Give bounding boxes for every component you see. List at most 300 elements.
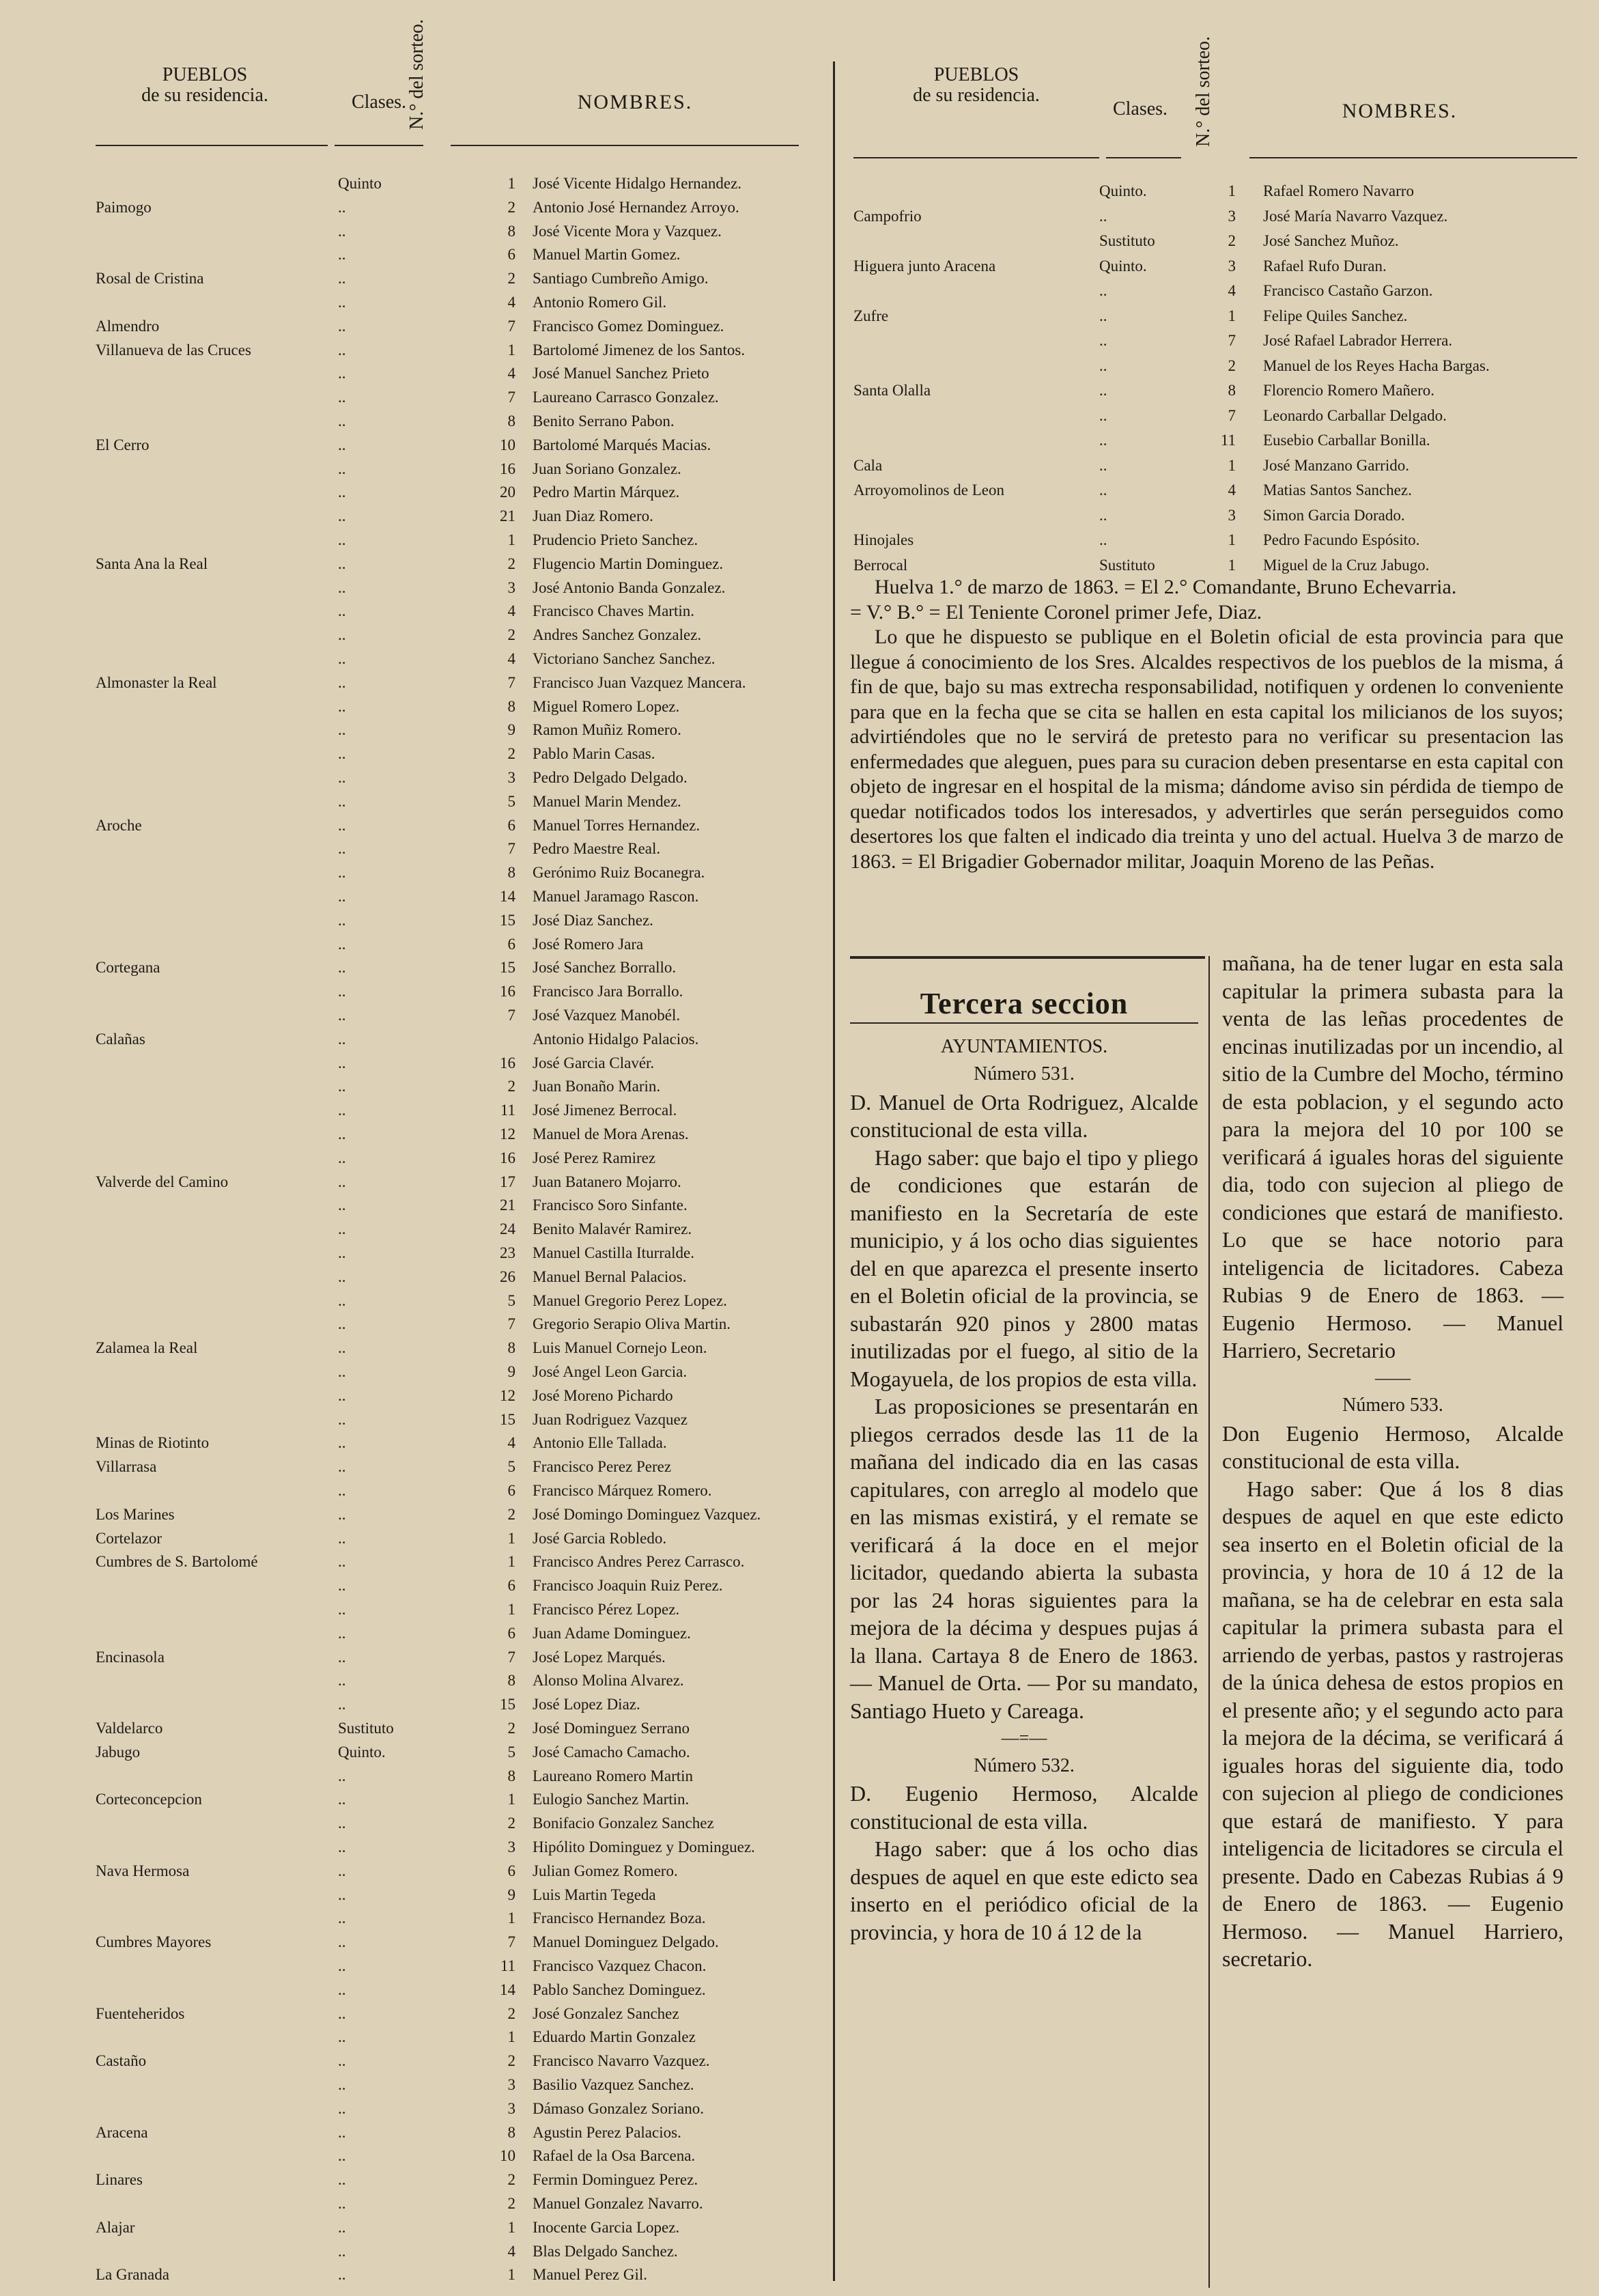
name-cell: José Romero Jara: [533, 935, 644, 953]
table-row: [853, 553, 1577, 578]
clase-cell: ..: [338, 792, 346, 810]
clase-cell: ..: [1099, 456, 1107, 474]
name-cell: José Sanchez Borrallo.: [533, 959, 677, 977]
table-row: [96, 861, 819, 885]
clase-cell: ..: [338, 2004, 346, 2022]
table-row: [96, 172, 819, 196]
clase-cell: ..: [338, 2242, 346, 2260]
table-row: [96, 1171, 819, 1194]
left-header-rule-3: [451, 145, 799, 146]
name-cell: Benito Malavér Ramirez.: [533, 1220, 692, 1238]
table-row: [96, 1527, 819, 1551]
name-cell: José Gonzalez Sanchez: [533, 2004, 679, 2022]
sorteo-number-cell: 3: [507, 2076, 515, 2093]
name-cell: José Moreno Pichardo: [533, 1386, 673, 1404]
sorteo-number-cell: 1: [507, 341, 515, 359]
table-row: [96, 2192, 819, 2216]
clase-cell: ..: [338, 1577, 346, 1595]
table-row: [96, 196, 819, 220]
clase-cell: ..: [338, 911, 346, 929]
column-separator-rule: [833, 61, 835, 2281]
clase-cell: ..: [338, 1125, 346, 1143]
sorteo-number-cell: 6: [507, 246, 515, 264]
clase-cell: ..: [338, 2147, 346, 2165]
table-row: [96, 1075, 819, 1099]
town-cell: Almendro: [96, 317, 160, 335]
clase-cell: ..: [338, 555, 346, 572]
clase-cell: Sustituto: [1099, 556, 1155, 574]
clase-cell: ..: [338, 578, 346, 596]
clase-cell: ..: [338, 294, 346, 311]
clase-cell: Sustituto: [1099, 232, 1155, 249]
table-row: [853, 378, 1577, 404]
town-cell: Berrocal: [853, 556, 908, 574]
town-cell: Cortelazor: [96, 1529, 162, 1547]
table-row: [96, 315, 819, 339]
right-header-rule-2: [1106, 157, 1181, 158]
table-row: [96, 1574, 819, 1598]
town-cell: El Cerro: [96, 436, 150, 453]
table-row: [96, 1503, 819, 1527]
name-cell: Pedro Delgado Delgado.: [533, 769, 688, 786]
name-cell: Laureano Romero Martin: [533, 1767, 694, 1784]
sorteo-number-cell: 6: [507, 816, 515, 834]
sorteo-number-cell: 2: [507, 1505, 515, 1523]
name-cell: Santiago Cumbreño Amigo.: [533, 270, 709, 288]
sorteo-number-cell: 3: [1228, 207, 1236, 225]
clase-cell: ..: [338, 198, 346, 216]
table-row: [96, 1384, 819, 1408]
name-cell: Agustin Perez Palacios.: [533, 2123, 681, 2141]
table-row: [96, 671, 819, 695]
clase-cell: ..: [338, 1410, 346, 1428]
clase-cell: ..: [338, 1054, 346, 1072]
sorteo-number-cell: 9: [507, 1886, 515, 1903]
sorteo-number-cell: 8: [507, 1339, 515, 1357]
sorteo-number-cell: 8: [507, 1672, 515, 1690]
sorteo-number-cell: 2: [507, 626, 515, 644]
clase-cell: ..: [338, 1553, 346, 1571]
town-cell: La Granada: [96, 2266, 169, 2284]
name-cell: Julian Gomez Romero.: [533, 1862, 678, 1879]
left-header-clases: Clases.: [351, 92, 407, 113]
sorteo-number-cell: 5: [507, 1291, 515, 1309]
number-532-paragraph-1: Hago saber: que á los ocho dias despues de aquel en que este edicto sea inserto en el periódico oficial de la provincia, y hora de 10 á 12 de la: [850, 1836, 1198, 1944]
table-row: [853, 179, 1577, 204]
name-cell: José Angel Leon Garcia.: [533, 1363, 688, 1380]
clase-cell: ..: [338, 1173, 346, 1190]
name-cell: Francisco Pérez Lopez.: [533, 1601, 680, 1618]
table-row: [96, 695, 819, 719]
number-531-heading: D. Manuel de Orta Rodriguez, Alcalde constitucional de esta villa.: [850, 1089, 1198, 1142]
clase-cell: ..: [338, 1434, 346, 1452]
clase-cell: ..: [338, 389, 346, 406]
sorteo-number-cell: 8: [507, 1767, 515, 1784]
clase-cell: ..: [338, 1386, 346, 1404]
table-row: [96, 1788, 819, 1812]
clase-cell: ..: [338, 626, 346, 644]
name-cell: Florencio Romero Mañero.: [1263, 382, 1435, 399]
name-cell: Alonso Molina Alvarez.: [533, 1672, 684, 1690]
number-532-heading: D. Eugenio Hermoso, Alcalde constitucional de esta villa.: [850, 1781, 1198, 1834]
town-cell: Zalamea la Real: [96, 1339, 198, 1357]
name-cell: Antonio José Hernandez Arroyo.: [533, 198, 739, 216]
table-row: [853, 304, 1577, 329]
sorteo-number-cell: 1: [1228, 307, 1236, 324]
table-row: [96, 2002, 819, 2026]
section-column-2: [850, 987, 1198, 1946]
sorteo-number-cell: 7: [507, 389, 515, 406]
clase-cell: ..: [338, 317, 346, 335]
right-header-sorteo: N.° del sorteo.: [1193, 36, 1214, 147]
name-cell: Gerónimo Ruiz Bocanegra.: [533, 864, 705, 882]
table-row: [96, 1717, 819, 1741]
sorteo-number-cell: 1: [1228, 456, 1236, 474]
table-row: [96, 2144, 819, 2168]
table-row: [853, 204, 1577, 229]
table-row: [96, 837, 819, 861]
name-cell: Rafael de la Osa Barcena.: [533, 2147, 696, 2165]
header-residencia-text: de su residencia.: [141, 85, 268, 106]
name-cell: Laureano Carrasco Gonzalez.: [533, 389, 719, 406]
sorteo-number-cell: 5: [507, 792, 515, 810]
clase-cell: ..: [338, 864, 346, 882]
table-row: [853, 503, 1577, 529]
table-row: [96, 766, 819, 790]
town-cell: Calañas: [96, 1030, 145, 1048]
table-row: [96, 267, 819, 291]
table-row: [96, 2049, 819, 2073]
clase-cell: ..: [338, 412, 346, 430]
clase-cell: ..: [338, 959, 346, 977]
table-row: [853, 404, 1577, 429]
number-533-paragraph-1: Hago saber: Que á los 8 dias despues de aquel en que este edicto sea inserto en el Boletin oficial de la provincia, y hora de 10 á 12 de la mañana, se ha de celebrar en esta sala capitular la primera subasta para el arriendo de yerbas, pastos y rastrojeras de la única dehesa de estos propios en el presente año; y el segundo acto para la mejora de la décima, se verificará á iguales horas del siguiente dia, todo con sujecion al pliego de condiciones que estará de manifiesto. Y para inteligencia de licitadores se circula el presente. Dado en Cabezas Rubias á 9 de Enero de 1863. — Eugenio Hermoso. — Manuel Harriero, secretario.: [1222, 1476, 1563, 1971]
column-3-paragraph-1: mañana, ha de tener lugar en esta sala capitular la primera subasta para la venta de las leñas procedentes de encinas inutilizadas por un incendio, al sitio de la Cumbre del Mocho, término de esta poblacion, y el segundo acto para la mejora del 10 por 100 se verificará á iguales horas del siguiente dia, todo con sujecion al pliego de condiciones que estará de manifiesto. Lo que se hace notorio para inteligencia de licitadores. Cabeza Rubias 9 de Enero de 1863. — Eugenio Hermoso. — Manuel Harriero, Secretario: [1222, 951, 1563, 1362]
name-cell: José Dominguez Serrano: [533, 1720, 690, 1737]
name-cell: Rafael Romero Navarro: [1263, 182, 1414, 199]
clase-cell: ..: [338, 1458, 346, 1476]
sorteo-number-cell: 11: [1220, 432, 1236, 449]
name-cell: Victoriano Sanchez Sanchez.: [533, 650, 716, 667]
table-row: [853, 528, 1577, 553]
sorteo-number-cell: 3: [507, 2099, 515, 2117]
sorteo-number-cell: 8: [507, 222, 515, 240]
table-row: [96, 291, 819, 315]
clase-cell: ..: [338, 460, 346, 477]
name-cell: Manuel Marin Mendez.: [533, 792, 681, 810]
name-cell: Manuel Gonzalez Navarro.: [533, 2195, 703, 2212]
section-top-rule: [850, 956, 1205, 959]
clase-cell: ..: [338, 769, 346, 786]
clase-cell: ..: [338, 2123, 346, 2141]
sorteo-number-cell: 1: [507, 1553, 515, 1571]
table-row: [96, 1884, 819, 1907]
sorteo-number-cell: 1: [507, 531, 515, 548]
table-row: [96, 1147, 819, 1171]
sorteo-number-cell: 15: [500, 1696, 515, 1713]
sorteo-number-cell: 8: [507, 697, 515, 715]
clase-cell: ..: [338, 1886, 346, 1903]
sorteo-number-cell: 4: [507, 365, 515, 382]
sorteo-number-cell: 2: [507, 1720, 515, 1737]
town-cell: Encinasola: [96, 1648, 165, 1666]
sorteo-number-cell: 6: [507, 1577, 515, 1595]
name-cell: Dámaso Gonzalez Soriano.: [533, 2099, 705, 2117]
sorteo-number-cell: 2: [507, 2004, 515, 2022]
clase-cell: ..: [338, 1315, 346, 1333]
name-cell: Miguel Romero Lopez.: [533, 697, 680, 715]
name-cell: Flugencio Martin Dominguez.: [533, 555, 724, 572]
sorteo-number-cell: 3: [507, 578, 515, 596]
sorteo-number-cell: 1: [1228, 182, 1236, 199]
clase-cell: ..: [338, 1980, 346, 1998]
sorteo-number-cell: 9: [507, 721, 515, 739]
sorteo-number-cell: 15: [500, 1410, 515, 1428]
table-row: [96, 339, 819, 363]
clase-cell: ..: [1099, 356, 1107, 374]
sorteo-number-cell: 3: [507, 769, 515, 786]
table-row: [96, 1646, 819, 1670]
sorteo-number-cell: 1: [1228, 556, 1236, 574]
section-subtitle: AYUNTAMIENTOS.: [940, 1035, 1108, 1057]
name-cell: Eduardo Martin Gonzalez: [533, 2028, 696, 2046]
sorteo-number-cell: 7: [507, 1648, 515, 1666]
town-cell: Cortegana: [96, 959, 160, 977]
decree-line-1: Huelva 1.° de marzo de 1863. = El 2.° Comandante, Bruno Echevarria.: [875, 576, 1457, 598]
right-header-nombres: NOMBRES.: [1342, 100, 1458, 122]
name-cell: José Sanchez Muñoz.: [1263, 232, 1399, 249]
number-531-label: Número 531.: [974, 1063, 1075, 1084]
sorteo-number-cell: 6: [507, 1482, 515, 1499]
sorteo-number-cell: 7: [507, 1007, 515, 1024]
table-row: [96, 980, 819, 1004]
table-row: [853, 478, 1577, 503]
name-cell: Eulogio Sanchez Martin.: [533, 1791, 690, 1808]
town-cell: Arroyomolinos de Leon: [853, 481, 1005, 499]
table-row: [96, 1218, 819, 1242]
table-row: [96, 410, 819, 434]
sorteo-number-cell: 15: [500, 911, 515, 929]
name-cell: Bonifacio Gonzalez Sanchez: [533, 1815, 714, 1832]
name-cell: Manuel Castilla Iturralde.: [533, 1244, 694, 1261]
name-cell: Antonio Romero Gil.: [533, 294, 667, 311]
name-cell: Manuel Perez Gil.: [533, 2266, 647, 2284]
sorteo-number-cell: 8: [1228, 382, 1236, 399]
clase-cell: ..: [338, 673, 346, 691]
sorteo-number-cell: 1: [507, 1529, 515, 1547]
table-row: [853, 279, 1577, 304]
sorteo-number-cell: 1: [507, 2218, 515, 2236]
table-row: [853, 428, 1577, 453]
divider-ornament-2: ——: [1375, 1367, 1411, 1388]
name-cell: Juan Adame Dominguez.: [533, 1624, 691, 1642]
table-row: [96, 362, 819, 386]
clase-cell: ..: [338, 1909, 346, 1927]
clase-cell: ..: [338, 1838, 346, 1856]
sorteo-number-cell: 4: [1228, 282, 1236, 299]
table-row: [96, 1812, 819, 1836]
right-header-rule-3: [1249, 157, 1577, 158]
sorteo-number-cell: 6: [507, 1862, 515, 1879]
sorteo-number-cell: 7: [507, 840, 515, 858]
table-row: [96, 529, 819, 552]
sorteo-number-cell: 11: [500, 1102, 515, 1119]
name-cell: Luis Martin Tegeda: [533, 1886, 656, 1903]
name-cell: Juan Bonaño Marin.: [533, 1078, 661, 1095]
sorteo-number-cell: 1: [507, 2028, 515, 2046]
clase-cell: ..: [338, 697, 346, 715]
name-cell: Francisco Hernandez Boza.: [533, 1909, 706, 1927]
sorteo-number-cell: 7: [507, 673, 515, 691]
name-cell: Manuel Gregorio Perez Lopez.: [533, 1291, 727, 1309]
name-cell: José Perez Ramirez: [533, 1149, 656, 1166]
section-title: Tercera seccion: [920, 987, 1129, 1020]
table-row: [96, 458, 819, 481]
sorteo-number-cell: 1: [507, 1791, 515, 1808]
name-cell: Eusebio Carballar Bonilla.: [1263, 432, 1430, 449]
table-row: [96, 1741, 819, 1765]
clase-cell: ..: [338, 484, 346, 501]
clase-cell: ..: [338, 935, 346, 953]
clase-cell: ..: [1099, 406, 1107, 424]
town-cell: Valdelarco: [96, 1720, 163, 1737]
sorteo-number-cell: 24: [500, 1220, 515, 1238]
sorteo-number-cell: 8: [507, 2123, 515, 2141]
left-header-sorteo: N.° del sorteo.: [406, 18, 427, 130]
name-cell: Francisco Márquez Romero.: [533, 1482, 712, 1499]
clase-cell: ..: [338, 1196, 346, 1214]
sorteo-number-cell: 21: [500, 1196, 515, 1214]
right-header-residencia-text: de su residencia.: [913, 85, 1040, 106]
table-row: [96, 1265, 819, 1289]
sorteo-number-cell: 6: [507, 1624, 515, 1642]
table-row: [96, 600, 819, 624]
clase-cell: Quinto: [338, 175, 382, 192]
table-row: [96, 1978, 819, 2002]
clase-cell: ..: [338, 2028, 346, 2046]
clase-cell: ..: [338, 1149, 346, 1166]
clase-cell: ..: [338, 1244, 346, 1261]
name-cell: José Garcia Robledo.: [533, 1529, 667, 1547]
sorteo-number-cell: 14: [500, 1980, 515, 1998]
clase-cell: ..: [1099, 307, 1107, 324]
clase-cell: ..: [338, 1529, 346, 1547]
table-row: [96, 1431, 819, 1455]
table-row: [96, 2097, 819, 2121]
table-row: [96, 1028, 819, 1052]
name-cell: Bartolomé Marqués Macias.: [533, 436, 711, 453]
sorteo-number-cell: 3: [507, 1838, 515, 1856]
sorteo-number-cell: 11: [500, 1957, 515, 1974]
table-row: [96, 505, 819, 529]
name-cell: Francisco Perez Perez: [533, 1458, 672, 1476]
sorteo-number-cell: 21: [500, 507, 515, 525]
clase-cell: ..: [338, 270, 346, 288]
name-cell: Antonio Elle Tallada.: [533, 1434, 667, 1452]
table-row: [96, 2216, 819, 2240]
name-cell: Matias Santos Sanchez.: [1263, 481, 1412, 499]
town-cell: Higuera junto Aracena: [853, 257, 996, 275]
table-row: [96, 1455, 819, 1479]
town-cell: Valverde del Camino: [96, 1173, 229, 1190]
sorteo-number-cell: 2: [507, 2052, 515, 2070]
town-cell: Campofrio: [853, 207, 922, 225]
sorteo-number-cell: 4: [507, 294, 515, 311]
name-cell: Pedro Maestre Real.: [533, 840, 661, 858]
clase-cell: ..: [338, 816, 346, 834]
left-header-nombres: NOMBRES.: [577, 91, 693, 113]
clase-cell: ..: [338, 2195, 346, 2212]
name-cell: Hipólito Dominguez y Dominguez.: [533, 1838, 755, 1856]
name-cell: Benito Serrano Pabon.: [533, 412, 675, 430]
clase-cell: ..: [338, 1791, 346, 1808]
divider-ornament: —=—: [1001, 1728, 1047, 1748]
table-row: [96, 1931, 819, 1955]
clase-cell: ..: [338, 1933, 346, 1951]
town-cell: Aracena: [96, 2123, 148, 2141]
name-cell: Ramon Muñiz Romero.: [533, 721, 681, 739]
name-cell: Manuel de Mora Arenas.: [533, 1125, 689, 1143]
sorteo-number-cell: 6: [507, 935, 515, 953]
town-cell: Jabugo: [96, 1743, 141, 1761]
name-cell: Pedro Martin Márquez.: [533, 484, 680, 501]
sorteo-number-cell: 3: [1228, 506, 1236, 524]
name-cell: José Vicente Hidalgo Hernandez.: [533, 175, 742, 192]
sorteo-number-cell: 2: [507, 745, 515, 763]
left-header-rule-2: [335, 145, 423, 146]
name-cell: Blas Delgado Sanchez.: [533, 2242, 678, 2260]
sorteo-number-cell: 20: [500, 484, 515, 501]
table-row: [96, 790, 819, 814]
table-row: [96, 1955, 819, 1978]
name-cell: José Domingo Dominguez Vazquez.: [533, 1505, 761, 1523]
clase-cell: ..: [338, 2052, 346, 2070]
name-cell: José Antonio Banda Gonzalez.: [533, 578, 726, 596]
left-header-pueblos: [123, 65, 287, 106]
name-cell: Pedro Facundo Espósito.: [1263, 531, 1420, 548]
sorteo-number-cell: 16: [500, 460, 515, 477]
town-cell: Aroche: [96, 816, 142, 834]
name-cell: José María Navarro Vazquez.: [1263, 207, 1448, 225]
table-row: [96, 552, 819, 576]
clase-cell: ..: [338, 983, 346, 1000]
table-row: [96, 386, 819, 410]
name-cell: Antonio Hidalgo Palacios.: [533, 1030, 699, 1048]
sorteo-number-cell: 26: [500, 1268, 515, 1285]
town-cell: Santa Olalla: [853, 382, 931, 399]
name-cell: José Vicente Mora y Vazquez.: [533, 222, 722, 240]
name-cell: Felipe Quiles Sanchez.: [1263, 307, 1408, 324]
table-row: [853, 453, 1577, 479]
table-row: [96, 1860, 819, 1884]
name-cell: José Lopez Diaz.: [533, 1696, 640, 1713]
town-cell: Castaño: [96, 2052, 147, 2070]
decree-block: [850, 575, 1563, 874]
clase-cell: ..: [338, 2076, 346, 2093]
sorteo-number-cell: 7: [507, 317, 515, 335]
sorteo-number-cell: 1: [1228, 531, 1236, 548]
sorteo-number-cell: 4: [507, 650, 515, 667]
table-row: [96, 2168, 819, 2192]
clase-cell: ..: [338, 2218, 346, 2236]
sorteo-number-cell: 2: [507, 270, 515, 288]
clase-cell: ..: [1099, 207, 1107, 225]
name-cell: Basilio Vazquez Sanchez.: [533, 2076, 694, 2093]
clase-cell: Sustituto: [338, 1720, 394, 1737]
table-row: [96, 1289, 819, 1313]
clase-cell: ..: [338, 1078, 346, 1095]
clase-cell: ..: [338, 1672, 346, 1690]
